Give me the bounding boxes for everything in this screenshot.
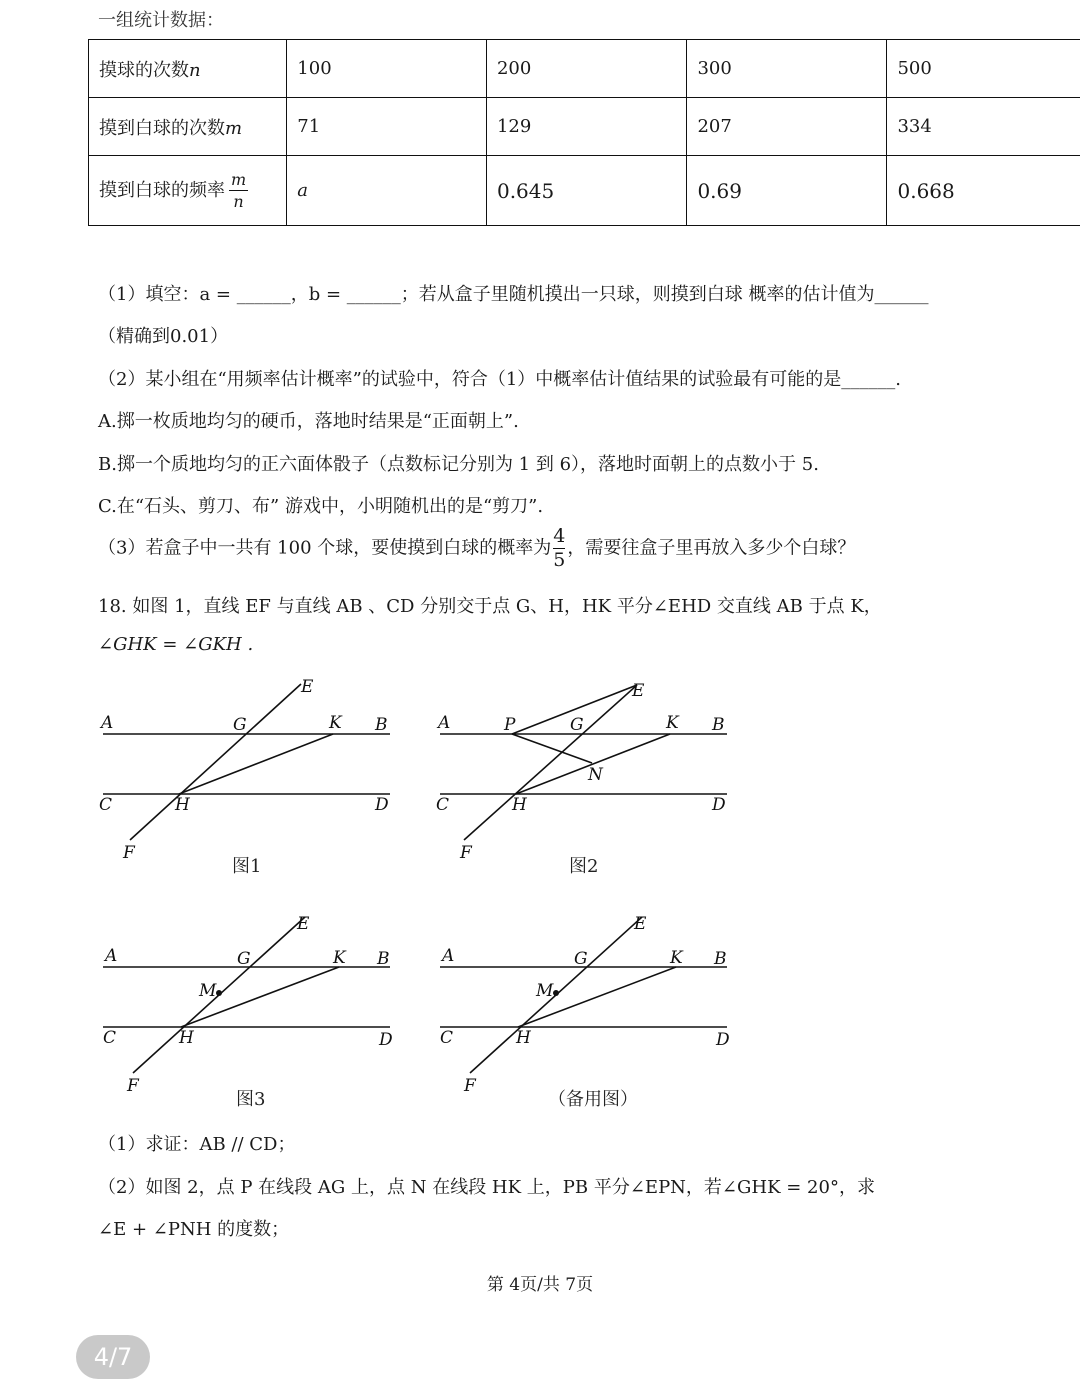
label-h: H	[516, 1028, 531, 1048]
label-e: E	[632, 681, 645, 701]
label-k: K	[670, 948, 683, 968]
row-header: 摸到白球的次数m	[89, 98, 287, 156]
label-f: F	[127, 1076, 139, 1096]
caption-figure-3: 图3	[236, 1089, 266, 1110]
label-c: C	[440, 1028, 454, 1048]
label-c: C	[103, 1028, 117, 1048]
point-m	[553, 990, 559, 996]
label-f: F	[123, 843, 135, 863]
label-f: F	[464, 1076, 476, 1096]
label-g: G	[570, 715, 584, 735]
caption-figure-1: 图1	[232, 856, 262, 877]
label-k: K	[666, 713, 679, 733]
subquestion-1: （1）求证：AB // CD；	[98, 1134, 296, 1155]
line-ef	[130, 684, 301, 840]
option-b: B.掷一个质地均匀的正六面体骰子（点数标记分别为 1 到 6），落地时面朝上的点数小于 5.	[98, 454, 819, 475]
question-2-line: （2）某小组在“用频率估计概率”的试验中，符合（1）中概率估计值结果的试验最有可能的是______.	[98, 369, 902, 390]
label-e: E	[297, 914, 310, 934]
figure-backup	[432, 905, 742, 1105]
line-hk	[179, 734, 333, 794]
label-n: N	[588, 765, 603, 785]
caption-backup-figure: （备用图）	[548, 1089, 638, 1110]
page-indicator-badge[interactable]: 4/7	[76, 1335, 150, 1379]
label-m: M	[199, 981, 217, 1001]
segment-pn	[512, 734, 592, 763]
table-row	[89, 40, 1080, 98]
table-cell: 500	[887, 40, 1080, 98]
table-cell: 100	[287, 40, 487, 98]
label-a: A	[101, 713, 114, 733]
table-cell: 0.69	[687, 156, 887, 226]
label-b: B	[377, 949, 390, 969]
label-c: C	[436, 795, 450, 815]
statistics-table	[88, 39, 1080, 226]
label-a: A	[438, 713, 451, 733]
label-d: D	[712, 795, 726, 815]
question-1-precision: （精确到0.01）	[98, 326, 229, 347]
label-b: B	[712, 715, 725, 735]
label-g: G	[233, 715, 247, 735]
figure-2	[432, 672, 742, 872]
table-cell: 0.645	[486, 156, 686, 226]
line-ef	[464, 685, 637, 840]
label-e: E	[301, 677, 314, 697]
label-k: K	[333, 948, 346, 968]
label-d: D	[379, 1030, 393, 1050]
label-p: P	[504, 715, 516, 735]
subquestion-2: （2）如图 2，点 P 在线段 AG 上，点 N 在线段 HK 上，PB 平分∠EPN，若∠GHK = 20°，求	[98, 1177, 875, 1198]
figure-3	[95, 905, 405, 1105]
label-h: H	[179, 1028, 194, 1048]
table-cell: 300	[687, 40, 887, 98]
label-a: A	[442, 946, 455, 966]
page-footer: 第 4页/共 7页	[486, 1275, 594, 1295]
table-cell: 0.668	[887, 156, 1080, 226]
label-b: B	[714, 949, 727, 969]
label-m: M	[536, 981, 554, 1001]
label-a: A	[105, 946, 118, 966]
label-k: K	[329, 713, 342, 733]
problem-18-condition: ∠GHK = ∠GKH .	[98, 634, 254, 655]
option-c: C.在“石头、剪刀、布” 游戏中，小明随机出的是“剪刀”.	[98, 496, 544, 517]
row-header: 摸球的次数n	[89, 40, 287, 98]
question-3-line: （3）若盒子中一共有 100 个球，要使摸到白球的概率为 $\frac{4}{5}$ ，需要往盒子里再放入多少个白球？	[98, 525, 856, 571]
table-cell: 334	[887, 98, 1080, 156]
table-row	[89, 156, 1080, 226]
question-1-line: （1）填空：a = ______，b = ______；若从盒子里随机摸出一只球，则摸到白球 概率的估计值为______	[98, 284, 929, 305]
point-m	[216, 990, 222, 996]
table-row	[89, 98, 1080, 156]
label-g: G	[574, 949, 588, 969]
table-cell: 207	[687, 98, 887, 156]
row-header: 摸到白球的频率 $\frac{m}{n}$	[89, 156, 287, 226]
option-a: A.掷一枚质地均匀的硬币，落地时结果是“正面朝上”.	[98, 411, 519, 432]
problem-18-line: 18. 如图 1，直线 EF 与直线 AB 、CD 分别交于点 G、H，HK 平分∠EHD 交直线 AB 于点 K，	[98, 596, 882, 617]
caption-figure-2: 图2	[569, 856, 599, 877]
label-h: H	[175, 795, 190, 815]
figure-1	[95, 672, 405, 872]
table-cell: 200	[486, 40, 686, 98]
label-h: H	[512, 795, 527, 815]
subquestion-2-continued: ∠E + ∠PNH 的度数；	[98, 1219, 290, 1240]
fraction-four-fifths: $\frac{4}{5}$	[553, 525, 566, 571]
label-d: D	[716, 1030, 730, 1050]
label-e: E	[634, 914, 647, 934]
label-f: F	[460, 843, 472, 863]
label-g: G	[237, 949, 251, 969]
table-cell: a	[287, 156, 487, 226]
fraction-m-over-n: $\frac{m}{n}$	[231, 169, 247, 211]
label-c: C	[99, 795, 113, 815]
table-cell: 71	[287, 98, 487, 156]
label-b: B	[375, 715, 388, 735]
table-cell: 129	[486, 98, 686, 156]
intro-text: 一组统计数据：	[98, 10, 224, 31]
label-d: D	[375, 795, 389, 815]
